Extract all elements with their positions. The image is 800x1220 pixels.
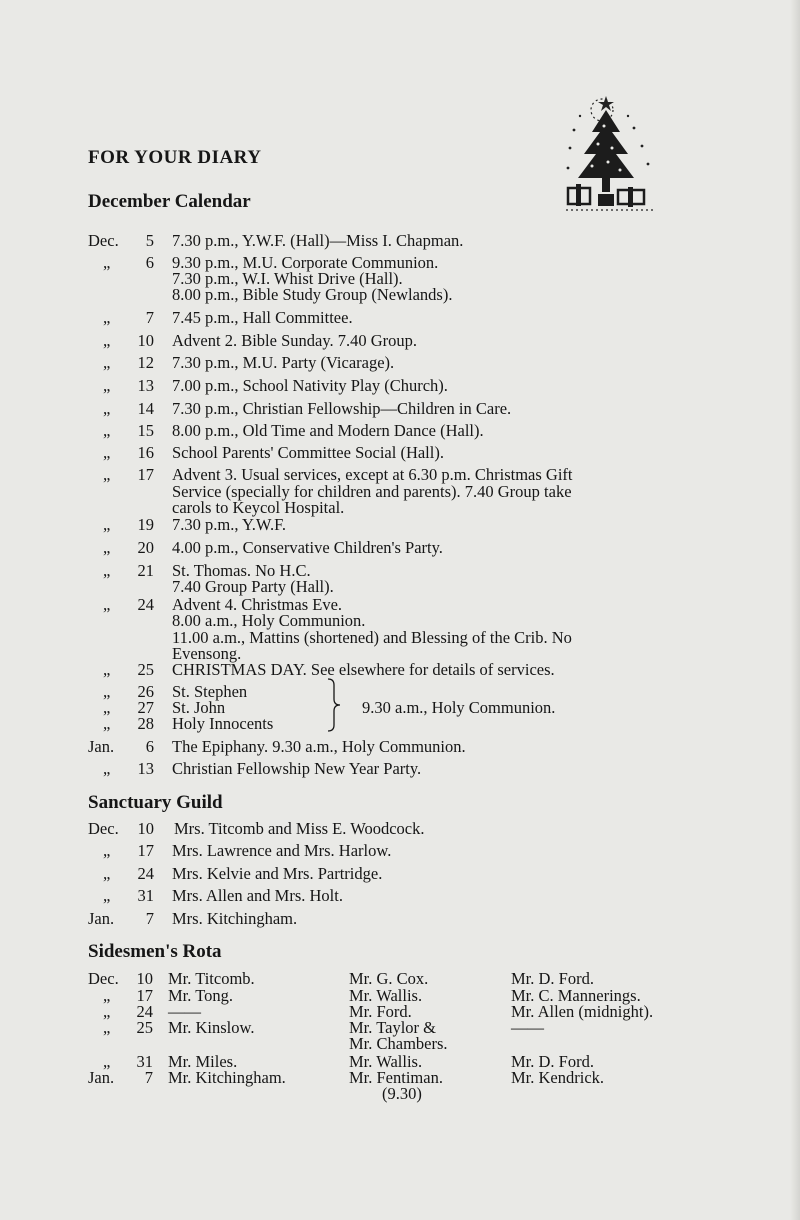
rota-day: 10 xyxy=(136,969,153,988)
rota-col2: Mr. Ford. xyxy=(349,1002,412,1021)
cal-entry-text: 7.30 p.m., Y.W.F. xyxy=(172,515,287,534)
cal-day: 25 xyxy=(137,660,154,679)
cal-month-jan: Jan. xyxy=(88,737,115,756)
ditto-mark: „ xyxy=(103,515,111,534)
ditto-mark: „ xyxy=(103,399,111,418)
cal-day: 26 xyxy=(137,682,154,701)
ditto-mark: „ xyxy=(103,759,111,778)
cal-day: 17 xyxy=(137,465,154,484)
ditto-mark: „ xyxy=(103,1052,111,1071)
page-edge xyxy=(790,0,800,1220)
christmas-tree-icon xyxy=(562,92,662,216)
rota-day: 24 xyxy=(136,1002,153,1021)
ditto-mark: „ xyxy=(103,376,111,395)
cal-day: 28 xyxy=(137,714,154,733)
cal-entry-text: St. John xyxy=(172,698,226,717)
ditto-mark: „ xyxy=(103,886,111,905)
cal-day: 6 xyxy=(145,253,154,272)
guild-day: 31 xyxy=(137,886,154,905)
rota-month-jan: Jan. xyxy=(88,1068,115,1087)
rota-col2: Mr. Taylor & xyxy=(349,1018,436,1037)
cal-entry-text: 7.40 Group Party (Hall). xyxy=(172,577,334,596)
ditto-mark: „ xyxy=(103,1002,111,1021)
rota-col3: Mr. Allen (midnight). xyxy=(511,1002,654,1021)
rota-col1: Mr. Titcomb. xyxy=(168,969,255,988)
cal-day: 24 xyxy=(137,595,154,614)
ditto-mark: „ xyxy=(103,331,111,350)
guild-entry-text: Mrs. Titcomb and Miss E. Woodcock. xyxy=(174,819,425,838)
ditto-mark: „ xyxy=(103,660,111,679)
cal-entry-text: St. Stephen xyxy=(172,682,248,701)
page-heading: FOR YOUR DIARY xyxy=(88,147,262,168)
cal-day: 20 xyxy=(137,538,154,557)
rota-col2: Mr. Fentiman. xyxy=(349,1068,443,1087)
cal-entry-text: CHRISTMAS DAY. See elsewhere for details of services. xyxy=(172,660,555,679)
cal-day: 14 xyxy=(137,399,154,418)
rota-col3: Mr. C. Mannerings. xyxy=(511,986,641,1005)
holy-communion-note: 9.30 a.m., Holy Communion. xyxy=(362,698,556,717)
rota-col3: —— xyxy=(511,1018,544,1037)
cal-entry-text: carols to Keycol Hospital. xyxy=(172,498,345,517)
cal-entry-text: Service (specially for children and parents). 7.40 Group take xyxy=(172,482,572,501)
guild-entry-text: Mrs. Allen and Mrs. Holt. xyxy=(172,886,343,905)
guild-day: 7 xyxy=(145,909,154,928)
rota-col2: Mr. G. Cox. xyxy=(349,969,429,988)
cal-entry-text: Advent 2. Bible Sunday. 7.40 Group. xyxy=(172,331,418,350)
guild-day: 10 xyxy=(137,819,154,838)
cal-day: 13 xyxy=(137,759,154,778)
rota-day: 17 xyxy=(136,986,153,1005)
cal-entry-text: 7.30 p.m., M.U. Party (Vicarage). xyxy=(172,353,395,372)
ditto-mark: „ xyxy=(103,714,111,733)
rota-col2-cont: (9.30) xyxy=(382,1084,422,1103)
rota-col3: Mr. D. Ford. xyxy=(511,1052,594,1071)
rota-col3: Mr. D. Ford. xyxy=(511,969,594,988)
cal-day: 27 xyxy=(137,698,154,717)
cal-entry-text: 8.00 p.m., Bible Study Group (Newlands). xyxy=(172,285,453,304)
cal-entry-text: 8.00 p.m., Old Time and Modern Dance (Hall). xyxy=(172,421,484,440)
cal-entry-text: School Parents' Committee Social (Hall). xyxy=(172,443,444,462)
cal-day: 15 xyxy=(137,421,154,440)
cal-entry-text: The Epiphany. 9.30 a.m., Holy Communion. xyxy=(172,737,466,756)
cal-entry-text: Advent 3. Usual services, except at 6.30 p.m. Christmas Gift xyxy=(172,465,573,484)
cal-entry-text: St. Thomas. No H.C. xyxy=(172,561,311,580)
guild-entry-text: Mrs. Kelvie and Mrs. Partridge. xyxy=(172,864,383,883)
cal-entry-text: 7.30 p.m., Christian Fellowship—Children in Care. xyxy=(172,399,512,418)
ditto-mark: „ xyxy=(103,353,111,372)
cal-entry-text: 4.00 p.m., Conservative Children's Party. xyxy=(172,538,443,557)
ditto-mark: „ xyxy=(103,595,111,614)
rota-col1: Mr. Tong. xyxy=(168,986,234,1005)
cal-day: 10 xyxy=(137,331,154,350)
sidesmen-rota-heading: Sidesmen's Rota xyxy=(88,941,222,962)
rota-col1: Mr. Kinslow. xyxy=(168,1018,255,1037)
cal-entry-text: 11.00 a.m., Mattins (shortened) and Blessing of the Crib. No xyxy=(172,628,572,647)
rota-month-dec: Dec. xyxy=(88,969,119,988)
ditto-mark: „ xyxy=(103,682,111,701)
guild-entry-text: Mrs. Lawrence and Mrs. Harlow. xyxy=(172,841,392,860)
ditto-mark: „ xyxy=(103,443,111,462)
rota-col2-cont: Mr. Chambers. xyxy=(349,1034,448,1053)
rota-col1: —— xyxy=(168,1002,201,1021)
rota-col3: Mr. Kendrick. xyxy=(511,1068,605,1087)
cal-day: 6 xyxy=(145,737,154,756)
cal-day: 7 xyxy=(145,308,154,327)
rota-day: 25 xyxy=(136,1018,153,1037)
cal-day: 13 xyxy=(137,376,154,395)
december-calendar-heading: December Calendar xyxy=(88,191,251,212)
ditto-mark: „ xyxy=(103,841,111,860)
cal-entry-text: Advent 4. Christmas Eve. xyxy=(172,595,343,614)
cal-day: 16 xyxy=(137,443,154,462)
guild-day: 24 xyxy=(137,864,154,883)
guild-month-jan: Jan. xyxy=(88,909,115,928)
ditto-mark: „ xyxy=(103,253,111,272)
cal-day: 21 xyxy=(137,561,154,580)
cal-entry-text: 9.30 p.m., M.U. Corporate Communion. xyxy=(172,253,439,272)
cal-entry-text: Holy Innocents xyxy=(172,714,274,733)
sanctuary-guild-heading: Sanctuary Guild xyxy=(88,792,223,813)
rota-day: 31 xyxy=(136,1052,153,1071)
cal-day: 5 xyxy=(145,231,154,250)
guild-entry-text: Mrs. Kitchingham. xyxy=(172,909,298,928)
guild-day: 17 xyxy=(137,841,154,860)
cal-entry-text: 7.30 p.m., W.I. Whist Drive (Hall). xyxy=(172,269,403,288)
ditto-mark: „ xyxy=(103,698,111,717)
ditto-mark: „ xyxy=(103,864,111,883)
ditto-mark: „ xyxy=(103,538,111,557)
ditto-mark: „ xyxy=(103,561,111,580)
cal-day: 19 xyxy=(137,515,154,534)
ditto-mark: „ xyxy=(103,986,111,1005)
cal-entry-text: Christian Fellowship New Year Party. xyxy=(172,759,422,778)
ditto-mark: „ xyxy=(103,421,111,440)
ditto-mark: „ xyxy=(103,465,111,484)
cal-entry-text: 7.30 p.m., Y.W.F. (Hall)—Miss I. Chapman. xyxy=(172,231,464,250)
cal-day: 12 xyxy=(137,353,154,372)
cal-month-dec: Dec. xyxy=(88,231,119,250)
ditto-mark: „ xyxy=(103,308,111,327)
rota-col2: Mr. Wallis. xyxy=(349,986,423,1005)
rota-col2: Mr. Wallis. xyxy=(349,1052,423,1071)
cal-entry-text: 7.00 p.m., School Nativity Play (Church). xyxy=(172,376,448,395)
ditto-mark: „ xyxy=(103,1018,111,1037)
right-brace xyxy=(326,678,342,732)
cal-entry-text: Evensong. xyxy=(172,644,242,663)
rota-day: 7 xyxy=(144,1068,153,1087)
rota-col1: Mr. Miles. xyxy=(168,1052,238,1071)
cal-entry-text: 7.45 p.m., Hall Committee. xyxy=(172,308,353,327)
guild-month-dec: Dec. xyxy=(88,819,119,838)
rota-col1: Mr. Kitchingham. xyxy=(168,1068,286,1087)
cal-entry-text: 8.00 a.m., Holy Communion. xyxy=(172,611,366,630)
